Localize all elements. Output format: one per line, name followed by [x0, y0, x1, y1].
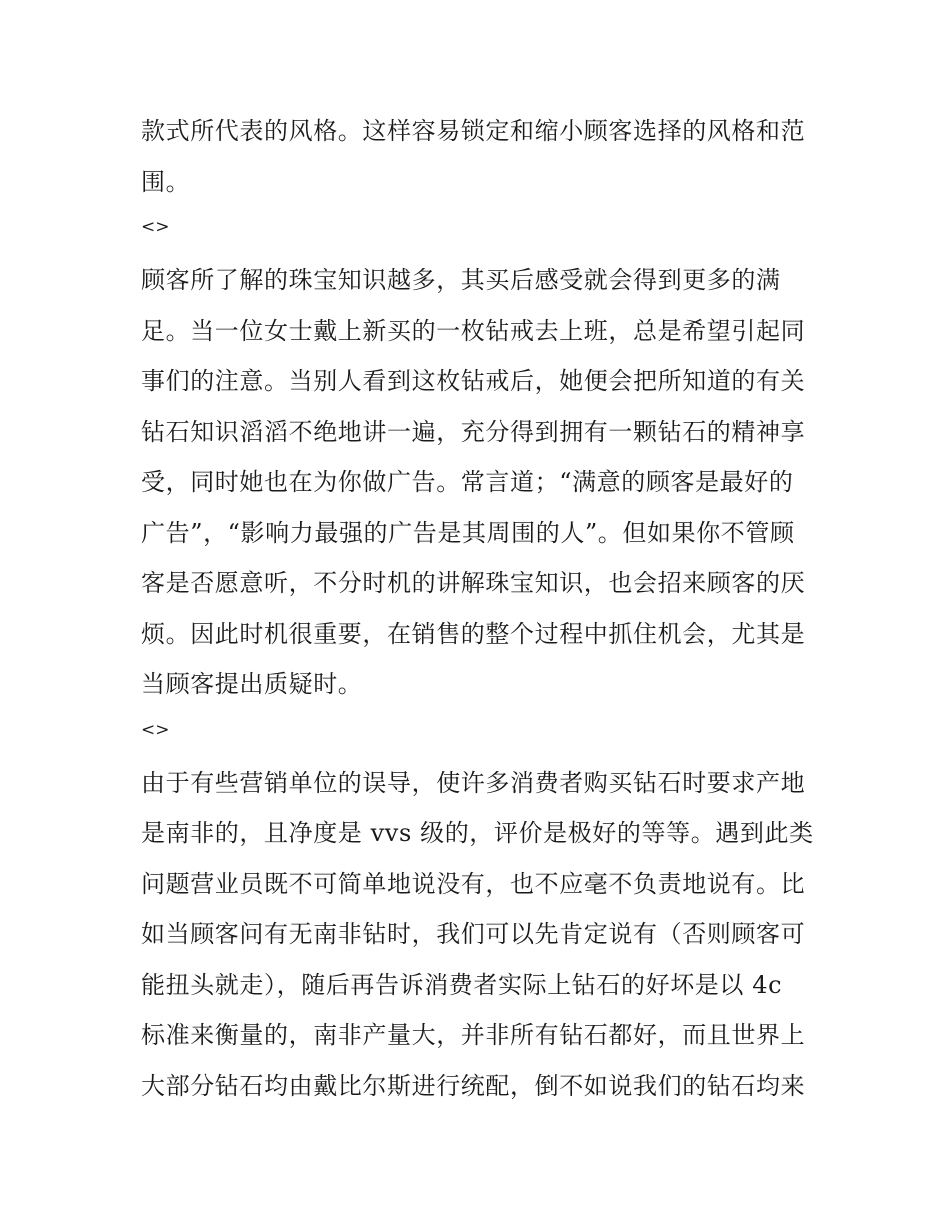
text-line: 围。: [141, 167, 191, 196]
text-line: 事们的注意。当别人看到这枚钻戒后，她便会把所知道的有关: [141, 367, 806, 395]
text-line: 烦。因此时机很重要，在销售的整个过程中抓住机会，尤其是: [141, 619, 806, 648]
text-line: 钻石知识滔滔不绝地讲一遍，充分得到拥有一颗钻石的精神享: [141, 417, 806, 446]
paragraph-jewelry-knowledge: [141, 255, 821, 710]
text-line: 由于有些营销单位的误导，使许多消费者购买钻石时要求产地: [141, 768, 806, 797]
paragraph-style-summary: [141, 106, 821, 207]
text-line: 足。当一位女士戴上新买的一枚钻戒去上班，总是希望引起同: [141, 316, 806, 345]
text-line: 当顾客提出质疑时。: [141, 670, 363, 698]
text-line: 是南非的，且净度是 vvs 级的，评价是极好的等等。遇到此类: [141, 819, 814, 847]
text-line: 标准来衡量的，南非产量大，并非所有钻石都好，而且世界上: [141, 1021, 806, 1049]
text-line: 问题营业员既不可简单地说没有，也不应毫不负责地说有。比: [141, 869, 806, 898]
text-line: 能扭头就走），随后再告诉消费者实际上钻石的好坏是以 4c: [141, 970, 783, 999]
section-separator: <>: [141, 719, 170, 740]
text-line: 大部分钻石均由戴比尔斯进行统配，倒不如说我们的钻石均来: [141, 1071, 806, 1100]
section-separator: <>: [141, 217, 170, 237]
text-line: 款式所代表的风格。这样容易锁定和缩小顾客选择的风格和范: [141, 117, 806, 145]
text-line: 受，同时她也在为你做广告。常言道；“满意的顾客是最好的: [141, 468, 794, 496]
text-line: 顾客所了解的珠宝知识越多，其买后感受就会得到更多的满: [141, 266, 781, 294]
text-line: 如当顾客问有无南非钻时，我们可以先肯定说有（否则顾客可: [141, 920, 806, 948]
text-line: 广告”，“影响力最强的广告是其周围的人”。但如果你不管顾: [141, 518, 795, 547]
paragraph-south-africa-diamonds: [141, 758, 821, 1112]
document-body: [141, 106, 821, 1111]
text-line: 客是否愿意听，不分时机的讲解珠宝知识，也会招来顾客的厌: [141, 569, 806, 597]
